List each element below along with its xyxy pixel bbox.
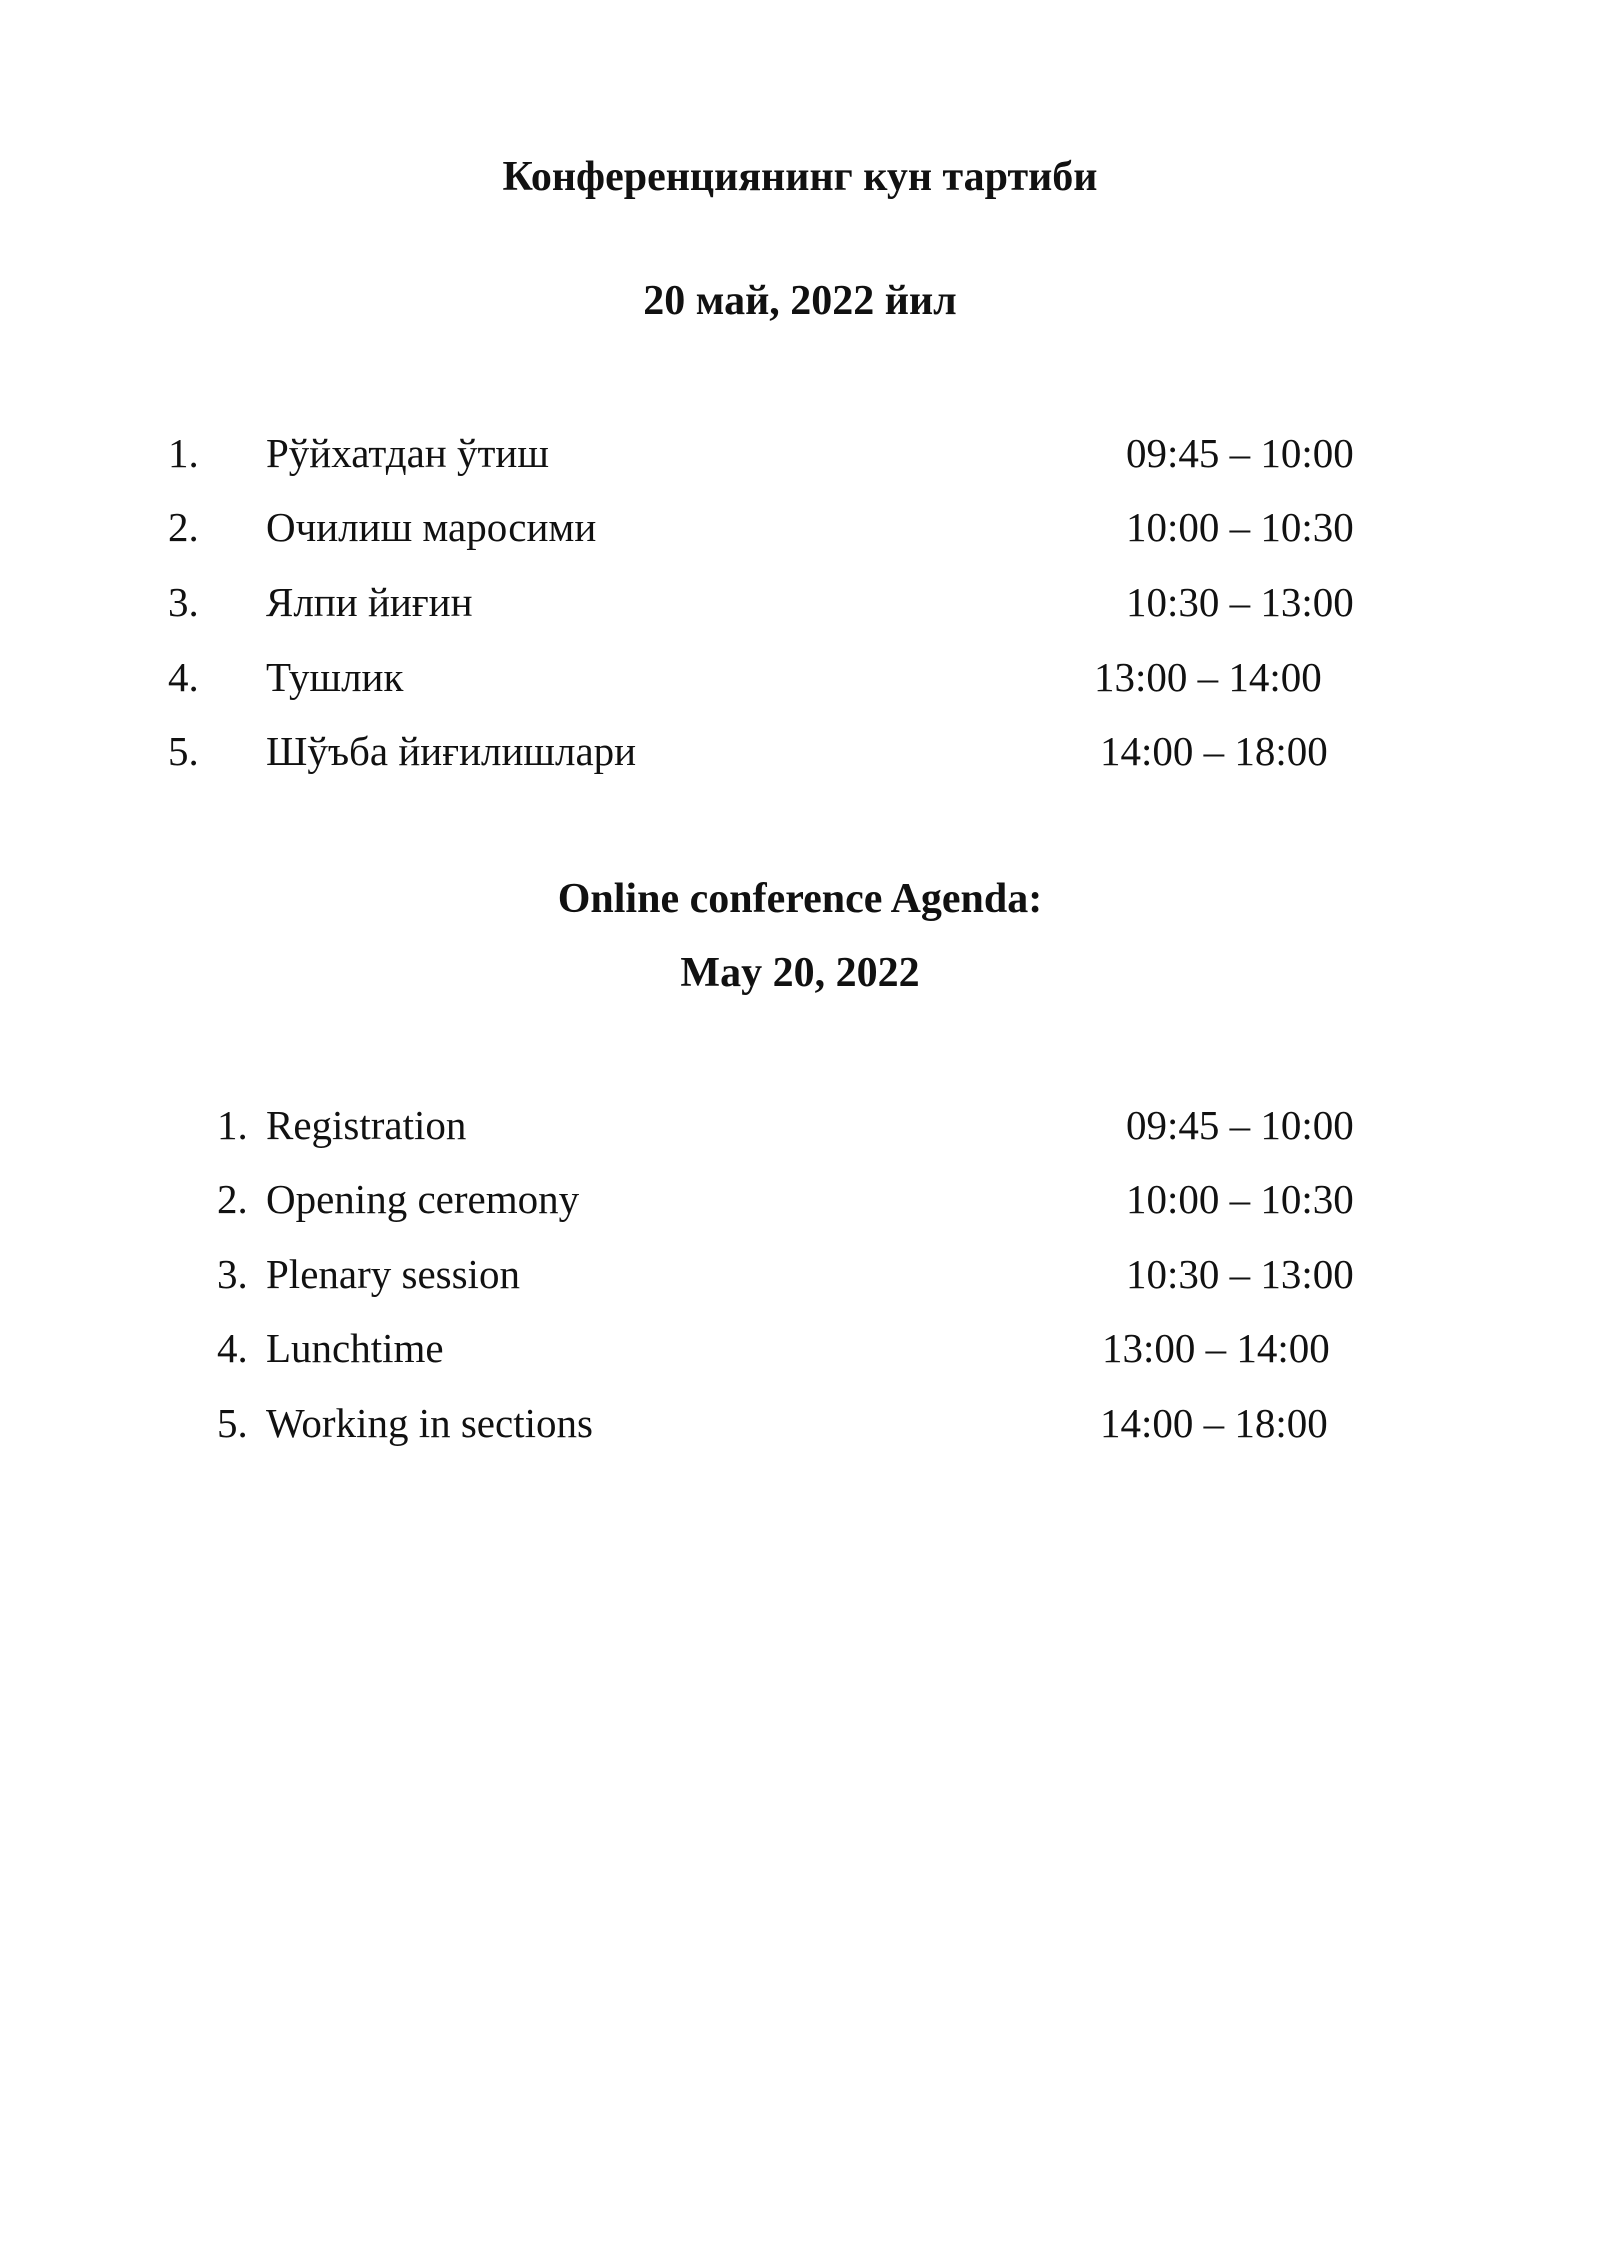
item-label: Тушлик (266, 654, 404, 700)
item-number: 3. (217, 1251, 248, 1297)
item-time: 09:45 – 10:00 (1126, 430, 1354, 476)
item-time: 09:45 – 10:00 (1126, 1102, 1354, 1148)
uz-agenda-item (0, 577, 1600, 627)
en-agenda-item (0, 1398, 1600, 1448)
item-time: 14:00 – 18:00 (1100, 728, 1328, 774)
item-time: 10:00 – 10:30 (1126, 1176, 1354, 1222)
item-time: 13:00 – 14:00 (1094, 654, 1322, 700)
uz-agenda-item (0, 428, 1600, 478)
uz-agenda-item (0, 726, 1600, 776)
uz-agenda-item (0, 652, 1600, 702)
item-label: Шўъба йиғилишлари (266, 728, 637, 774)
uz-agenda-title: Конференциянинг кун тартиби (502, 154, 1098, 200)
item-time: 14:00 – 18:00 (1100, 1400, 1328, 1446)
item-number: 5. (217, 1400, 248, 1446)
item-label: Plenary session (266, 1251, 520, 1297)
item-number: 1. (168, 430, 199, 476)
item-number: 2. (217, 1176, 248, 1222)
item-time: 10:30 – 13:00 (1126, 1251, 1354, 1297)
en-agenda-item (0, 1100, 1600, 1150)
item-label: Opening ceremony (266, 1176, 580, 1222)
item-number: 4. (168, 654, 199, 700)
item-number: 5. (168, 728, 199, 774)
item-number: 3. (168, 579, 199, 625)
en-agenda-item (0, 1174, 1600, 1224)
item-label: Очилиш маросими (266, 504, 597, 550)
en-agenda-title: Online conference Agenda: (557, 876, 1043, 922)
item-number: 4. (217, 1325, 248, 1371)
en-agenda-item (0, 1323, 1600, 1373)
en-agenda-item (0, 1249, 1600, 1299)
item-time: 13:00 – 14:00 (1102, 1325, 1330, 1371)
item-label: Lunchtime (266, 1325, 444, 1371)
item-label: Рўйхатдан ўтиш (266, 430, 549, 476)
uz-agenda-date: 20 май, 2022 йил (643, 278, 957, 324)
en-agenda-date: May 20, 2022 (680, 950, 920, 996)
item-time: 10:30 – 13:00 (1126, 579, 1354, 625)
item-time: 10:00 – 10:30 (1126, 504, 1354, 550)
item-number: 1. (217, 1102, 248, 1148)
uz-agenda-item (0, 502, 1600, 552)
item-label: Ялпи йиғин (266, 579, 473, 625)
item-number: 2. (168, 504, 199, 550)
item-label: Working in sections (266, 1400, 593, 1446)
item-label: Registration (266, 1102, 467, 1148)
